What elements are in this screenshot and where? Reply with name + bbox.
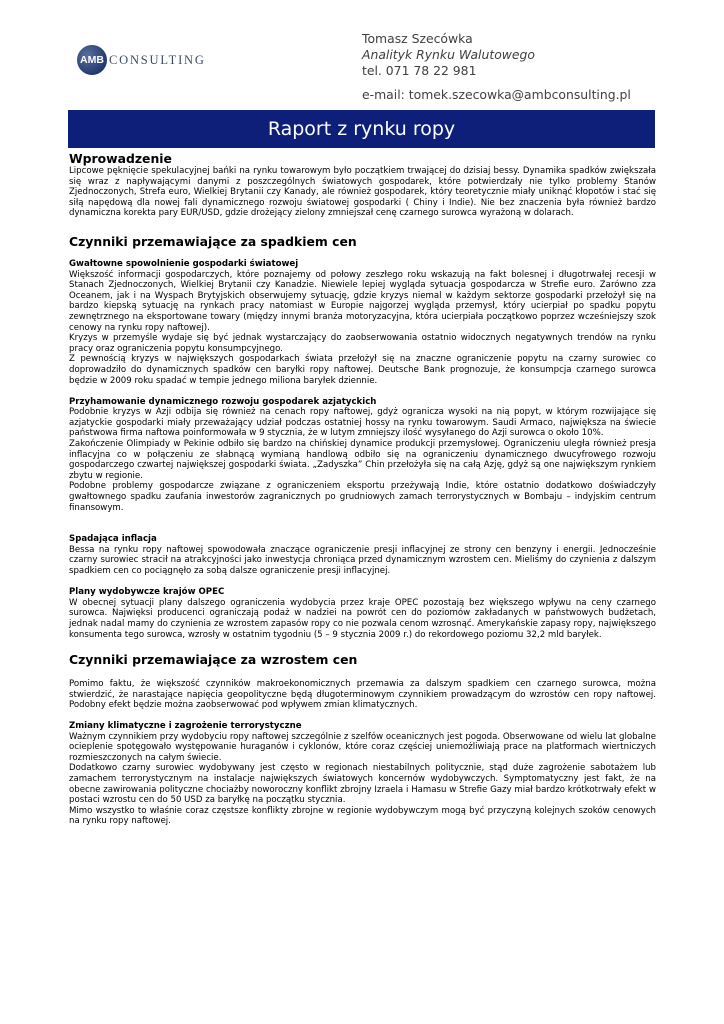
author-name: Tomasz Szecówka [362,31,473,46]
report-title: Raport z rynku ropy [267,118,456,140]
author-contact [362,31,631,103]
down-factors-heading: Czynniki przemawiające za spadkiem cen [69,233,357,249]
inflation-subheading: Spadająca inflacja [69,534,157,545]
slowdown-paragraph: Większość informacji gospodarczych, które poznajemy od połowy zeszłego roku wskazują na fakt bolesnej i długotrwałej recesji w Stanach Zjednoczonych, Wielkiej Brytanii czy Kanadzie. Niewiele lepiej wygląda sytuacja gospodarcza w Strefie euro. Zarówno zza Oceanem, jak i na Wyspach Brytyjskich obserwujemy sytuację, gdzie kryzys niemal w każdym sektorze gospodarki przełożył się na bardzo kiepską sytuację na rynkach pracy natomiast w Europie najgorzej wygląda przemysł, który ucierpiał po spadku popytu zewnętrznego na eksportowane towary (między innymi branża motoryzacyjna, która ucierpiała początkowo poprzez wcześniejszy szok cenowy na rynku ropy naftowej). [69,269,656,333]
asia-paragraph: Podobnie kryzys w Azji odbija się również na cenach ropy naftowej, gdyż ogranicza wysoki na nią popyt, w którym rozwijające się azjatyckie gospodarki miały przeważający udział podczas ostatniej hossy na rynku towarowym. Saudi Armaco, największa na świecie państwowa firma naftowa poinformowała w 9 stycznia, że w lutym zmniejszy ilość wysyłanego do Azji surowca o około 10%. [69,407,656,439]
slowdown-subheading: Gwałtowne spowolnienie gospodarki światowej [69,258,299,269]
intro-paragraph: Lipcowe pęknięcie spekulacyjnej bańki na rynku towarowym było początkiem trwającej do dzisiaj bessy. Dynamika spadków zwiększała się wraz z napływającymi danymi z poszczególnych światowych gospodarek, które potwierdzały nie tylko problemy Stanów Zjednoczonych, Strefa euro, Wielkiej Brytanii czy Kanady, ale również gospodarek, który teoretycznie miały uniknąć kłopotów i stać się siłą napędową dla nowej fali dynamicznego rozwoju światowej gospodarki ( Chiny i Indie). Nie bez znaczenia była również bardzo dynamiczna korekta pary EUR/USD, gdzie drożejący zielony zmniejszał cenę czarnego surowca wyrażoną w dolarach. [69,166,656,219]
up-factors-heading: Czynniki przemawiające za wzrostem cen [69,652,358,668]
climate-paragraph: Dodatkowo czarny surowiec wydobywany jest często w regionach niestabilnych politycznie, stąd duże zagrożenie sabotażem lub zamachem terrorystycznym na instalacje największych światowych koncernów wydobywczych. Symptomatyczny jest fakt, że na obecne zawirowania polityczne chociażby noworoczny konflikt zbrojny Izraela i Hamasu w Strefie Gazy miał bardzo krótkotrwały efekt w postaci wzrostu cen do 50 USD za baryłkę na początku stycznia. [69,763,656,806]
climate-subheading: Zmiany klimatyczne i zagrożenie terrorystyczne [69,720,302,731]
slowdown-paragraph: Z pewnością kryzys w największych gospodarkach świata przełożył się na znaczne ograniczenie popytu na czarny surowiec co doprowadziło do dynamicznych spadków cen baryłki ropy naftowej. Deutsche Bank prognozuje, że konsumpcja czarnego surowca będzie w 2009 roku spadać w tempie jednego miliona baryłek dziennie. [69,354,656,386]
climate-paragraph: Ważnym czynnikiem przy wydobyciu ropy naftowej szczególnie z szelfów oceanicznych jest pogoda. Obserwowane od wielu lat globalne ocieplenie spotęgowało występowanie huraganów i cyklonów, które coraz częściej uniemożliwiają prace na platformach wiertniczych rozmieszczonych na całym świecie. [69,731,656,763]
opec-subheading: Plany wydobywcze krajów OPEC [69,587,225,598]
slowdown-paragraph: Kryzys w przemyśle wydaje się być jednak wystarczający do zaobserwowania ostatnio widocznych negatywnych trendów na rynku pracy oraz ograniczenia popytu konsumpcyjnego. [69,333,656,354]
report-title-banner [68,110,655,148]
asia-subheading: Przyhamowanie dynamicznego rozwoju gospodarek azjatyckich [69,396,377,407]
amb-consulting-logo [77,44,206,76]
author-email[interactable]: e-mail: tomek.szecowka@ambconsulting.pl [362,87,631,102]
logo-emblem: AMB [77,45,107,75]
logo-wordmark: CONSULTING [109,52,206,67]
up-intro-paragraph: Pomimo faktu, że większość czynników makroekonomicznych przemawia za dalszym spadkiem cen czarnego surowca, można stwierdzić, że narastające napięcia geopolityczne będą długoterminowym czynnikiem prowadzącym do wzrostów cen ropy naftowej. Podobny efekt będzie można zaobserwować pod wpływem zmian klimatycznych. [69,679,656,711]
opec-paragraph: W obecnej sytuacji plany dalszego ograniczenia wydobycia przez kraje OPEC pozostają bez większego wpływu na ceny czarnego surowca. Najwięksi producenci ograniczają podaż w nadziei na powrót cen do poziomów zakładanych w państwowych budżetach, jednak nadal mamy do czynienia ze wzrostem zapasów ropy co nie pozwala cenom wzrosnąć. Amerykańskie zapasy ropy, największego konsumenta tego surowca, wzrosły w ostatnim tygodniu (5 – 9 stycznia 2009 r.) do rekordowego poziomu 32,2 mld baryłek. [69,597,656,640]
asia-paragraph: Podobne problemy gospodarcze związane z ograniczeniem eksportu przeżywają Indie, które ostatnio dodatkowo doświadczyły gwałtownego spadku zaufania inwestorów zagranicznych po grudniowych zamach terrorystycznych w Bombaju – indyjskim centrum finansowym. [69,481,656,513]
report-body [69,151,656,827]
inflation-paragraph: Bessa na rynku ropy naftowej spowodowała znaczące ograniczenie presji inflacyjnej ze strony cen benzyny i energii. Jednocześnie czarny surowiec stracił na atrakcyjności jako inwestycja chroniąca przed dynamicznym wzrostem cen. Mieliśmy do czynienia z dalszym spadkiem cen co pociągnęło za sobą dalsze ograniczenie presji inflacyjnej. [69,544,656,576]
author-role: Analityk Rynku Walutowego [362,47,535,62]
asia-paragraph: Zakończenie Olimpiady w Pekinie odbiło się bardzo na chińskiej dynamice produkcji przemysłowej. Ograniczeniu uległa również presja inflacyjna co w połączeniu ze słabnącą wymianą handlową odbiło się na ograniczeniu dynamicznego dwucyfrowego rozwoju gospodarczego czwartej największej gospodarki świata. „Zadyszka” Chin przełożyła się na całą Azję, gdyż są one największym rynkiem zbytu w regionie. [69,439,656,481]
author-phone: tel. 071 78 22 981 [362,63,477,78]
climate-paragraph: Mimo wszystko to właśnie coraz częstsze konflikty zbrojne w regionie wydobywczym mogą być przyczyną kolejnych szoków cenowych na rynku ropy naftowej. [69,805,656,827]
intro-heading: Wprowadzenie [69,151,172,166]
